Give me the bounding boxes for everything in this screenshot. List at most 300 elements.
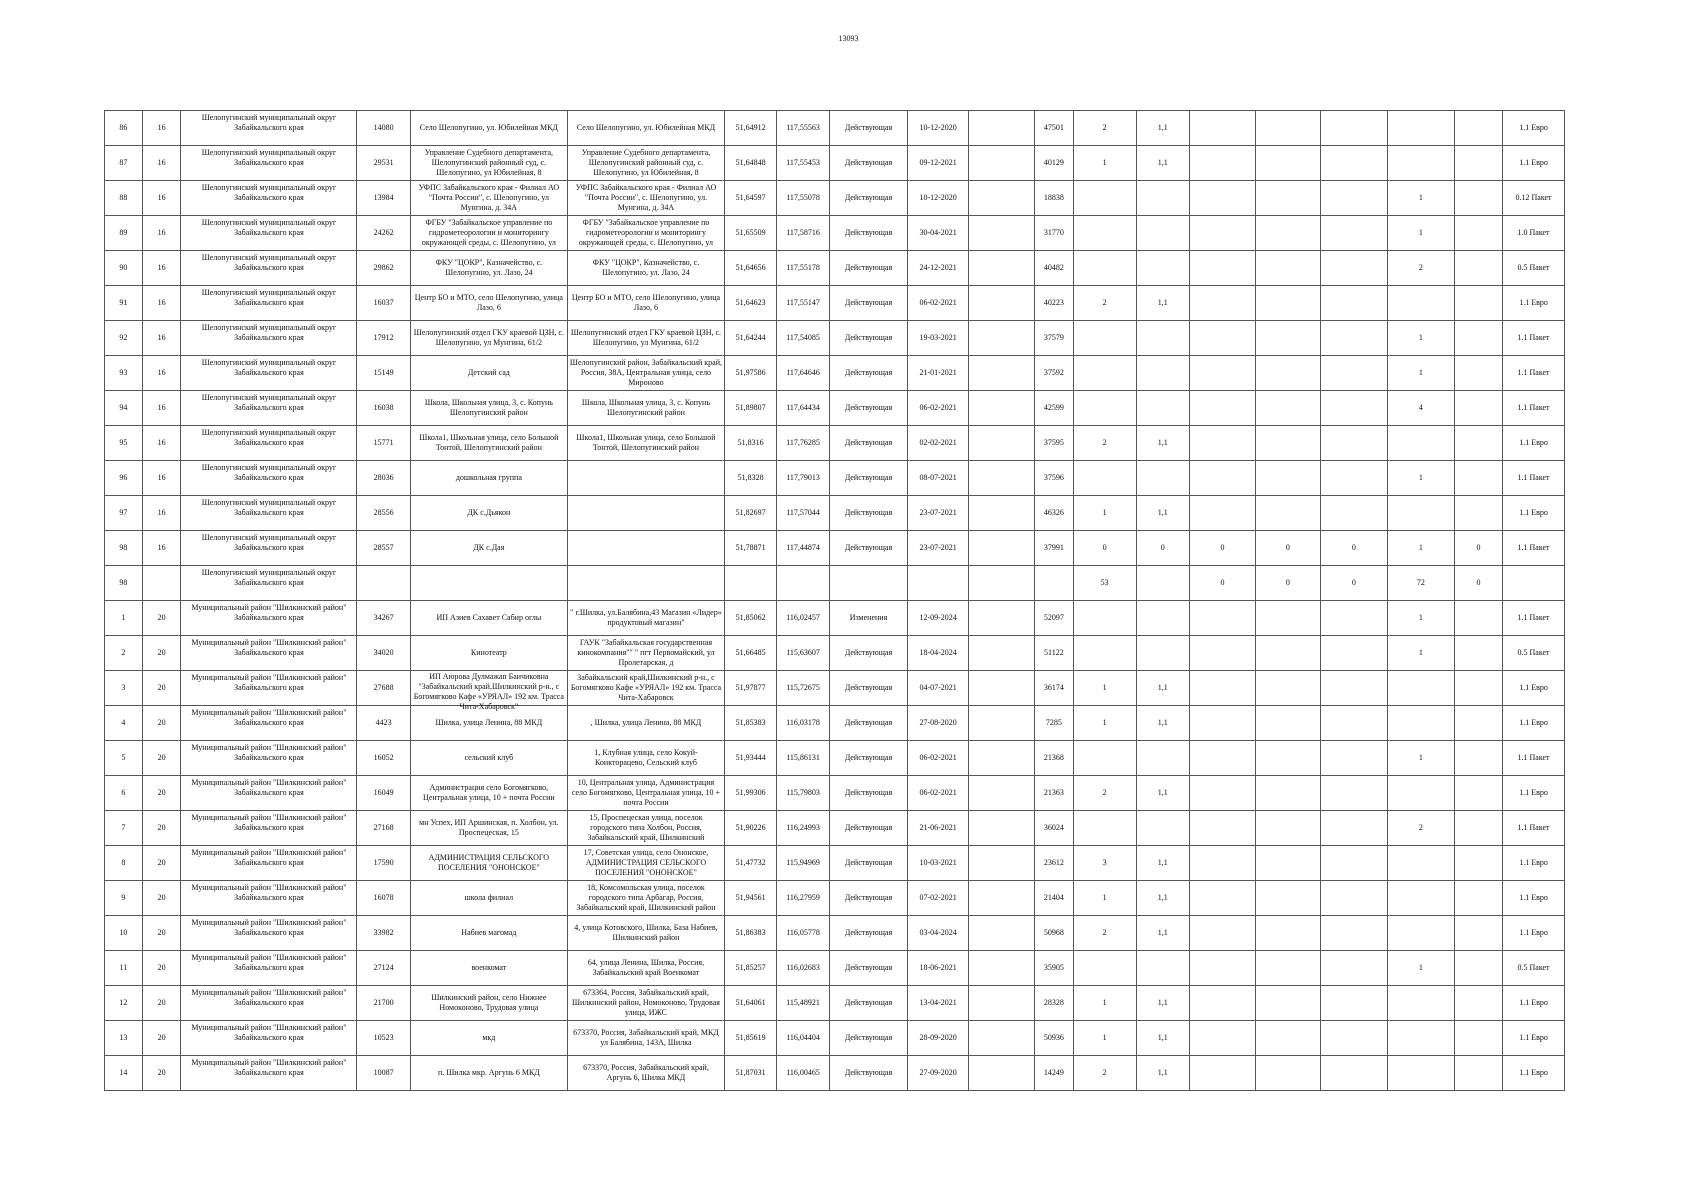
cell-text: 33982 xyxy=(373,928,394,937)
cell-speed-a xyxy=(1136,426,1189,461)
table-row xyxy=(105,496,1565,531)
cell-text: 1 xyxy=(1418,333,1423,342)
cell-count-f xyxy=(1454,776,1502,811)
cell-text: Изменения xyxy=(849,613,888,622)
cell-text: Шелопугинский муниципальный округ Забайкальского края xyxy=(201,218,337,237)
cell-point-id xyxy=(357,741,410,776)
cell-count-c xyxy=(1255,951,1320,986)
cell-text: 1 xyxy=(1102,893,1107,902)
cell-count-a xyxy=(1073,426,1136,461)
cell-count-f xyxy=(1454,1021,1502,1056)
cell-text: Шелопугинский муниципальный округ Забайкальского края xyxy=(201,568,337,587)
cell-text: 1.1 Евро xyxy=(1519,683,1548,692)
cell-tariff xyxy=(1503,741,1565,776)
cell-text: 115,63607 xyxy=(786,648,820,657)
cell-count-b xyxy=(1189,706,1255,741)
cell-text: 7285 xyxy=(1045,718,1062,727)
cell-region-code xyxy=(142,601,181,636)
cell-empty-col-a xyxy=(969,391,1035,426)
cell-count-c xyxy=(1255,181,1320,216)
cell-speed-a xyxy=(1136,356,1189,391)
cell-speed-a xyxy=(1136,146,1189,181)
cell-row-number xyxy=(105,601,143,636)
cell-text: Действующая xyxy=(844,473,893,482)
cell-row-number xyxy=(105,671,143,706)
cell-count-d xyxy=(1320,846,1387,881)
cell-row-number xyxy=(105,216,143,251)
cell-text: 1.1 Пакет xyxy=(1517,753,1550,762)
cell-count-b xyxy=(1189,146,1255,181)
cell-text: Шелопугинский муниципальный округ Забайкальского края xyxy=(201,288,337,307)
cell-status xyxy=(829,881,908,916)
cell-count-b xyxy=(1189,496,1255,531)
cell-count-f xyxy=(1454,111,1502,146)
cell-text: 115,94969 xyxy=(786,858,820,867)
cell-location-name xyxy=(410,776,567,811)
cell-text: 37592 xyxy=(1043,368,1064,377)
cell-text: 51,64244 xyxy=(735,333,766,342)
cell-text: 4423 xyxy=(375,718,392,727)
cell-speed-a xyxy=(1136,881,1189,916)
cell-count-b xyxy=(1189,251,1255,286)
cell-text: 51,82697 xyxy=(735,508,766,517)
cell-text: 1 xyxy=(1102,718,1107,727)
cell-count-c xyxy=(1255,986,1320,1021)
cell-text: 0 xyxy=(1220,543,1225,552)
cell-region-code xyxy=(142,181,181,216)
cell-address xyxy=(567,251,724,286)
cell-text: Школа, Школьная улица, 3, с. Копунь Шелопугинский район xyxy=(581,398,710,417)
cell-text: Действующая xyxy=(844,718,893,727)
cell-tariff xyxy=(1503,391,1565,426)
cell-latitude xyxy=(725,356,777,391)
cell-text: Шелопугинский муниципальный округ Забайкальского края xyxy=(201,393,337,412)
cell-text: 27124 xyxy=(373,963,394,972)
cell-text: 20 xyxy=(157,1033,166,1042)
cell-count-a xyxy=(1073,461,1136,496)
cell-text: Кинотеатр xyxy=(470,648,507,657)
cell-latitude xyxy=(725,391,777,426)
cell-text: Муниципальный район "Шилкинский район" Забайкальского края xyxy=(191,708,347,727)
cell-empty-col-a xyxy=(969,1021,1035,1056)
cell-point-id xyxy=(357,426,410,461)
cell-count-a xyxy=(1073,986,1136,1021)
cell-empty-col-a xyxy=(969,251,1035,286)
cell-count-d xyxy=(1320,636,1387,671)
cell-count-b xyxy=(1189,1056,1255,1091)
cell-district xyxy=(181,146,357,181)
cell-text: 95 xyxy=(119,438,128,447)
cell-location-name xyxy=(410,356,567,391)
cell-text: 0 xyxy=(1285,543,1290,552)
cell-tariff xyxy=(1503,811,1565,846)
cell-status xyxy=(829,671,908,706)
cell-tariff xyxy=(1503,706,1565,741)
cell-count-a xyxy=(1073,391,1136,426)
cell-speed-a xyxy=(1136,811,1189,846)
cell-date xyxy=(908,811,969,846)
cell-object-id xyxy=(1034,706,1073,741)
cell-count-b xyxy=(1189,111,1255,146)
table-row xyxy=(105,216,1565,251)
cell-longitude xyxy=(777,181,829,216)
cell-count-d xyxy=(1320,496,1387,531)
cell-count-c xyxy=(1255,426,1320,461)
cell-text: 42599 xyxy=(1043,403,1064,412)
cell-text: 20 xyxy=(157,998,166,1007)
table-row xyxy=(105,251,1565,286)
cell-longitude xyxy=(777,461,829,496)
cell-text: Муниципальный район "Шилкинский район" Забайкальского края xyxy=(191,1023,347,1042)
cell-text: УФПС Забайкальского края - Филиал АО "Почта России", с. Шелопугино, ул. Мунгина, д. 34А xyxy=(575,183,717,212)
cell-text: сельский клуб xyxy=(464,753,514,762)
cell-count-d xyxy=(1320,111,1387,146)
table-row xyxy=(105,706,1565,741)
cell-text: Шелопугинский муниципальный округ Забайкальского края xyxy=(201,183,337,202)
cell-text: 2 xyxy=(1102,298,1107,307)
cell-text: Шилка, улица Ленина, 88 МКД xyxy=(435,718,543,727)
cell-tariff xyxy=(1503,951,1565,986)
cell-region-code xyxy=(142,461,181,496)
cell-text: 0.12 Пакет xyxy=(1515,193,1552,202)
cell-text: 51,99306 xyxy=(735,788,766,797)
cell-longitude xyxy=(777,636,829,671)
cell-date xyxy=(908,426,969,461)
cell-row-number xyxy=(105,951,143,986)
cell-text: Действующая xyxy=(844,1068,893,1077)
cell-text: Действующая xyxy=(844,753,893,762)
cell-empty-col-a xyxy=(969,1056,1035,1091)
cell-text: 1 xyxy=(1418,473,1423,482)
cell-empty-col-a xyxy=(969,636,1035,671)
cell-text: 35905 xyxy=(1043,963,1064,972)
cell-empty-col-a xyxy=(969,181,1035,216)
cell-text: ФКУ "ЦОКР", Казначейство, с. Шелопугино, ул. Лазо, 24 xyxy=(592,258,700,277)
cell-address xyxy=(567,1056,724,1091)
cell-text: 16 xyxy=(157,333,166,342)
cell-district xyxy=(181,391,357,426)
cell-count-f xyxy=(1454,811,1502,846)
cell-longitude xyxy=(777,1021,829,1056)
cell-text: 51,97586 xyxy=(735,368,766,377)
cell-count-e xyxy=(1387,916,1454,951)
cell-latitude xyxy=(725,566,777,601)
cell-region-code xyxy=(142,391,181,426)
cell-text: 3 xyxy=(1102,858,1107,867)
cell-status xyxy=(829,216,908,251)
cell-text: 1 xyxy=(1418,543,1423,552)
cell-empty-col-a xyxy=(969,461,1035,496)
cell-latitude xyxy=(725,636,777,671)
cell-count-c xyxy=(1255,286,1320,321)
cell-text: 04-07-2021 xyxy=(919,683,957,692)
cell-count-a xyxy=(1073,181,1136,216)
cell-address xyxy=(567,881,724,916)
cell-status xyxy=(829,321,908,356)
table-row xyxy=(105,811,1565,846)
cell-count-d xyxy=(1320,426,1387,461)
cell-location-name xyxy=(410,846,567,881)
cell-speed-a xyxy=(1136,251,1189,286)
cell-count-c xyxy=(1255,601,1320,636)
cell-latitude xyxy=(725,461,777,496)
cell-count-c xyxy=(1255,671,1320,706)
cell-text: 27-09-2020 xyxy=(919,1068,957,1077)
cell-point-id xyxy=(357,986,410,1021)
cell-speed-a xyxy=(1136,531,1189,566)
cell-address xyxy=(567,951,724,986)
cell-count-e xyxy=(1387,426,1454,461)
cell-text: 0.5 Пакет xyxy=(1517,963,1550,972)
cell-point-id xyxy=(357,566,410,601)
cell-count-c xyxy=(1255,391,1320,426)
cell-text: 30-04-2021 xyxy=(919,228,957,237)
cell-count-f xyxy=(1454,391,1502,426)
cell-speed-a xyxy=(1136,741,1189,776)
cell-point-id xyxy=(357,916,410,951)
cell-text: 115,79803 xyxy=(786,788,820,797)
cell-count-f xyxy=(1454,741,1502,776)
cell-region-code xyxy=(142,496,181,531)
cell-text: 16 xyxy=(157,228,166,237)
cell-text: Муниципальный район "Шилкинский район" Забайкальского края xyxy=(191,1058,347,1077)
cell-count-b xyxy=(1189,776,1255,811)
cell-district xyxy=(181,181,357,216)
cell-object-id xyxy=(1034,146,1073,181)
cell-count-d xyxy=(1320,706,1387,741)
cell-text: 1,1 xyxy=(1157,858,1168,867)
cell-text: 28557 xyxy=(373,543,394,552)
cell-tariff xyxy=(1503,216,1565,251)
cell-date xyxy=(908,986,969,1021)
cell-row-number xyxy=(105,566,143,601)
cell-text: Школа1, Школьная улица, село Большой Тонтой, Шелопугинский район xyxy=(576,433,716,452)
cell-count-a xyxy=(1073,496,1136,531)
cell-text: Шелопугинский отдел ГКУ краевой ЦЗН, с. Шелопугино, ул Мунгина, 61/2 xyxy=(570,328,722,347)
cell-text: 1,1 xyxy=(1157,298,1168,307)
cell-status xyxy=(829,391,908,426)
cell-point-id xyxy=(357,636,410,671)
cell-longitude xyxy=(777,496,829,531)
cell-text: 1,1 xyxy=(1157,893,1168,902)
cell-text: 92 xyxy=(119,333,128,342)
cell-count-d xyxy=(1320,601,1387,636)
cell-row-number xyxy=(105,916,143,951)
cell-text: Село Шелопугино, ул. Юбилейная МКД xyxy=(576,123,716,132)
cell-text: 1.1 Евро xyxy=(1519,928,1548,937)
cell-text: 1.1 Евро xyxy=(1519,158,1548,167)
cell-text: Шелопугинский муниципальный округ Забайкальского края xyxy=(201,148,337,167)
cell-object-id xyxy=(1034,741,1073,776)
cell-date xyxy=(908,1056,969,1091)
cell-status xyxy=(829,181,908,216)
cell-latitude xyxy=(725,811,777,846)
table-row xyxy=(105,951,1565,986)
cell-text: Шелопугинский муниципальный округ Забайкальского края xyxy=(201,463,337,482)
cell-text: 13 xyxy=(119,1033,128,1042)
cell-count-e xyxy=(1387,251,1454,286)
cell-address xyxy=(567,671,724,706)
cell-text: 23-07-2021 xyxy=(919,508,957,517)
cell-text: 10-12-2020 xyxy=(919,123,957,132)
cell-latitude xyxy=(725,531,777,566)
cell-row-number xyxy=(105,741,143,776)
cell-text: Действующая xyxy=(844,368,893,377)
cell-location-name xyxy=(410,741,567,776)
cell-count-b xyxy=(1189,461,1255,496)
table-row xyxy=(105,461,1565,496)
cell-count-a xyxy=(1073,951,1136,986)
cell-latitude xyxy=(725,1056,777,1091)
cell-text: Село Шелопугино, ул. Юбилейная МКД xyxy=(419,123,558,132)
cell-count-c xyxy=(1255,741,1320,776)
cell-count-b xyxy=(1189,181,1255,216)
cell-location-name xyxy=(410,111,567,146)
cell-count-f xyxy=(1454,706,1502,741)
cell-row-number xyxy=(105,811,143,846)
cell-date xyxy=(908,951,969,986)
cell-text: 93 xyxy=(119,368,128,377)
cell-district xyxy=(181,111,357,146)
cell-text: ИП Аюрова Дулмажап Баичиковна "Забайкальский край,Шилкинский р-н., с Богомягково Кафе «УРЯАЛ» 192 км. Трасса Чита-Хабаровск" xyxy=(413,671,564,711)
cell-location-name xyxy=(410,391,567,426)
cell-text: Шелопугинский муниципальный округ Забайкальского края xyxy=(201,533,337,552)
cell-text: 10-03-2021 xyxy=(919,858,957,867)
cell-longitude xyxy=(777,531,829,566)
cell-point-id xyxy=(357,286,410,321)
cell-tariff xyxy=(1503,286,1565,321)
cell-text: 51,64912 xyxy=(735,123,766,132)
cell-text: 20 xyxy=(157,648,166,657)
cell-count-d xyxy=(1320,951,1387,986)
cell-count-e xyxy=(1387,776,1454,811)
cell-object-id xyxy=(1034,216,1073,251)
cell-address xyxy=(567,706,724,741)
cell-count-d xyxy=(1320,356,1387,391)
cell-speed-a xyxy=(1136,286,1189,321)
cell-count-c xyxy=(1255,531,1320,566)
cell-count-c xyxy=(1255,216,1320,251)
cell-text: 20 xyxy=(157,683,166,692)
cell-object-id xyxy=(1034,601,1073,636)
cell-date xyxy=(908,846,969,881)
cell-text: " г.Шилка, ул.Балябина,43 Магазин «Лидер» продуктовый магазин" xyxy=(570,608,722,627)
cell-row-number xyxy=(105,636,143,671)
cell-text: 21-06-2021 xyxy=(919,823,957,832)
cell-row-number xyxy=(105,1056,143,1091)
cell-empty-col-a xyxy=(969,426,1035,461)
cell-latitude xyxy=(725,881,777,916)
cell-text: 1.1 Пакет xyxy=(1517,823,1550,832)
cell-text: 29862 xyxy=(373,263,394,272)
cell-count-e xyxy=(1387,356,1454,391)
cell-count-e xyxy=(1387,741,1454,776)
table-row xyxy=(105,741,1565,776)
cell-text: 2 xyxy=(1102,438,1107,447)
cell-count-e xyxy=(1387,286,1454,321)
cell-text: 36174 xyxy=(1043,683,1064,692)
cell-text: 18-04-2024 xyxy=(919,648,957,657)
cell-address xyxy=(567,566,724,601)
cell-count-c xyxy=(1255,811,1320,846)
cell-count-f xyxy=(1454,881,1502,916)
cell-text: 1 xyxy=(121,613,126,622)
cell-text: Действующая xyxy=(844,438,893,447)
cell-count-b xyxy=(1189,566,1255,601)
cell-date xyxy=(908,461,969,496)
cell-text: 34020 xyxy=(373,648,394,657)
cell-count-d xyxy=(1320,741,1387,776)
cell-text: 98 xyxy=(119,543,128,552)
cell-tariff xyxy=(1503,461,1565,496)
cell-text: 86 xyxy=(119,123,128,132)
cell-text: 117,55178 xyxy=(786,263,820,272)
cell-speed-a xyxy=(1136,566,1189,601)
cell-text: 1,1 xyxy=(1157,1068,1168,1077)
cell-text: 116,03178 xyxy=(786,718,820,727)
cell-empty-col-a xyxy=(969,671,1035,706)
cell-count-d xyxy=(1320,531,1387,566)
cell-row-number xyxy=(105,286,143,321)
cell-count-e xyxy=(1387,531,1454,566)
cell-point-id xyxy=(357,1021,410,1056)
cell-count-e xyxy=(1387,461,1454,496)
cell-text: 1.0 Пакет xyxy=(1517,228,1550,237)
cell-object-id xyxy=(1034,391,1073,426)
cell-text: 1 xyxy=(1418,368,1423,377)
cell-text: 20 xyxy=(157,928,166,937)
cell-count-e xyxy=(1387,216,1454,251)
cell-speed-a xyxy=(1136,846,1189,881)
cell-text: 3 xyxy=(121,683,126,692)
table-row xyxy=(105,321,1565,356)
cell-text: Школа1, Школьная улица, село Большой Тонтой, Шелопугинский район xyxy=(419,433,559,452)
cell-tariff xyxy=(1503,426,1565,461)
cell-text: 89 xyxy=(119,228,128,237)
cell-text: 117,55453 xyxy=(786,158,820,167)
cell-point-id xyxy=(357,776,410,811)
cell-location-name xyxy=(410,811,567,846)
cell-count-c xyxy=(1255,356,1320,391)
cell-text: Действующая xyxy=(844,928,893,937)
cell-text: Действующая xyxy=(844,158,893,167)
cell-row-number xyxy=(105,321,143,356)
cell-text: 1.1 Пакет xyxy=(1517,613,1550,622)
cell-count-f xyxy=(1454,671,1502,706)
cell-text: 53 xyxy=(1100,578,1109,587)
cell-text: Действующая xyxy=(844,228,893,237)
cell-text: 1.1 Евро xyxy=(1519,508,1548,517)
cell-count-a xyxy=(1073,741,1136,776)
cell-text: 2 xyxy=(1102,123,1107,132)
cell-empty-col-a xyxy=(969,776,1035,811)
cell-text: 0 xyxy=(1476,578,1481,587)
cell-district xyxy=(181,356,357,391)
cell-point-id xyxy=(357,356,410,391)
cell-tariff xyxy=(1503,916,1565,951)
cell-point-id xyxy=(357,1056,410,1091)
cell-location-name xyxy=(410,1056,567,1091)
cell-text: 673370, Россия, Забайкальский край, Аргунь 6, Шилка МКД xyxy=(583,1063,709,1082)
cell-region-code xyxy=(142,321,181,356)
cell-text: 2 xyxy=(1102,1068,1107,1077)
table-row xyxy=(105,846,1565,881)
cell-address xyxy=(567,391,724,426)
cell-text: 96 xyxy=(119,473,128,482)
cell-count-b xyxy=(1189,881,1255,916)
cell-status xyxy=(829,426,908,461)
cell-count-e xyxy=(1387,391,1454,426)
